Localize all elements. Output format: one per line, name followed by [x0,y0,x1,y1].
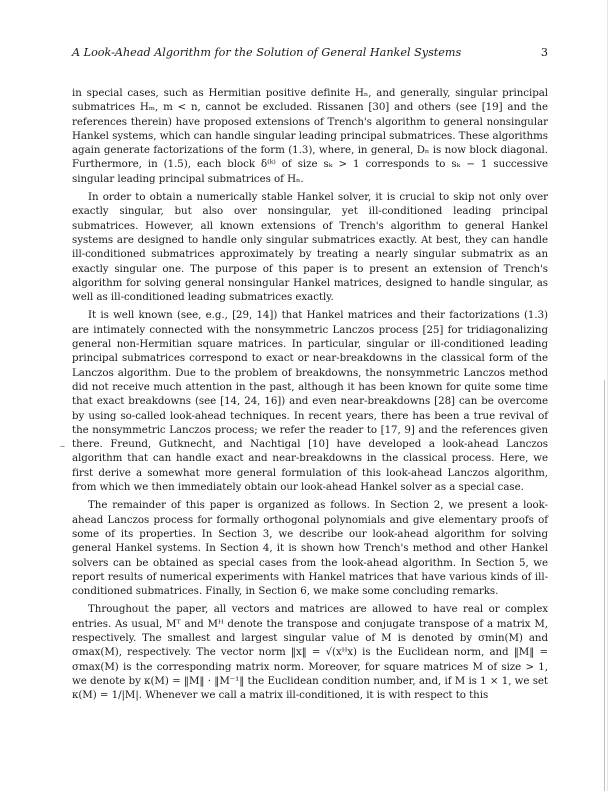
scan-edge-line [604,380,605,791]
paragraph-3: It is well known (see, e.g., [29, 14]) that Hankel matrices and their factorizations (1.3) are intimately connected with the nonsymmetric Lanczos process [25] for tridiagonalizing general non-Hermitian square matrices. In particular, singular or ill-conditioned leading principal submatrices correspond to exact or near-breakdowns in the classical form of the Lanczos algorithm. Due to the problem of breakdowns, the nonsymmetric Lanczos method did not receive much attention in the past, although it has been known for quite some time that exact breakdowns (see [14, 24, 16]) and even near-breakdowns [28] can be overcome by using so-called look-ahead techniques. In recent years, there has been a true revival of the nonsymmetric Lanczos process; we refer the reader to [17, 9] and the references given there. Freund, Gutknecht, and Nachtigal [10] have developed a look-ahead Lanczos algorithm that can handle exact and near-breakdowns in the classical process. Here, we first derive a somewhat more general formulation of this look-ahead Lanczos algorithm, from which we then immediately obtain our look-ahead Hankel solver as a special case. [72,309,548,494]
paragraph-4: The remainder of this paper is organized as follows. In Section 2, we present a look-ahead Lanczos process for formally orthogonal polynomials and give elementary proofs of some of its properties. In Section 3, we describe our look-ahead algorithm for solving general Hankel systems. In Section 4, it is shown how Trench's method and other Hankel solvers can be obtained as special cases from the look-ahead algorithm. In Section 5, we report results of numerical experiments with Hankel matrices that have various kinds of ill-conditioned submatrices. Finally, in Section 6, we make some concluding remarks. [72,499,548,598]
body-text [72,86,548,706]
margin-mark: – [60,441,65,452]
header-title: A Look-Ahead Algorithm for the Solution of General Hankel Systems [72,46,462,59]
running-header [72,46,548,59]
page-number: 3 [540,46,548,59]
paragraph-2: In order to obtain a numerically stable Hankel solver, it is crucial to skip not only over exactly singular, but also over nonsingular, yet ill-conditioned leading principal submatrices. However, all known extensions of Trench's algorithm to general Hankel systems are designed to handle only singular submatrices exactly. At best, they can handle ill-conditioned submatrices approximately by treating a nearly singular submatrix as an exactly singular one. The purpose of this paper is to present an extension of Trench's algorithm for solving general nonsingular Hankel matrices, designed to handle singular, as well as ill-conditioned leading submatrices exactly. [72,191,548,304]
paragraph-1: in special cases, such as Hermitian positive definite Hₙ, and generally, singular principal submatrices Hₘ, m < n, cannot be excluded. Rissanen [30] and others (see [19] and the references therein) have proposed extensions of Trench's algorithm to general nonsingular Hankel systems, which can handle singular leading principal submatrices. These algorithms again generate factorizations of the form (1.3), where, in general, Dₙ is now block diagonal. Furthermore, in (1.5), each block δ⁽ᵏ⁾ of size sₖ > 1 corresponds to sₖ − 1 successive singular leading principal submatrices of Hₙ. [72,87,548,185]
scan-edge-line-faint [607,0,608,791]
paragraph-5: Throughout the paper, all vectors and matrices are allowed to have real or complex entries. As usual, Mᵀ and Mᴴ denote the transpose and conjugate transpose of a matrix M, respectively. The smallest and largest singular value of M is denoted by σmin(M) and σmax(M), respectively. The vector norm ‖x‖ = √(xᴴx) is the Euclidean norm, and ‖M‖ = σmax(M) is the corresponding matrix norm. Moreover, for square matrices M of size > 1, we denote by κ(M) = ‖M‖ · ‖M⁻¹‖ the Euclidean condition number, and, if M is 1 × 1, we set κ(M) = 1/|M|. Whenever we call a matrix ill-conditioned, it is with respect to this [72,603,548,702]
